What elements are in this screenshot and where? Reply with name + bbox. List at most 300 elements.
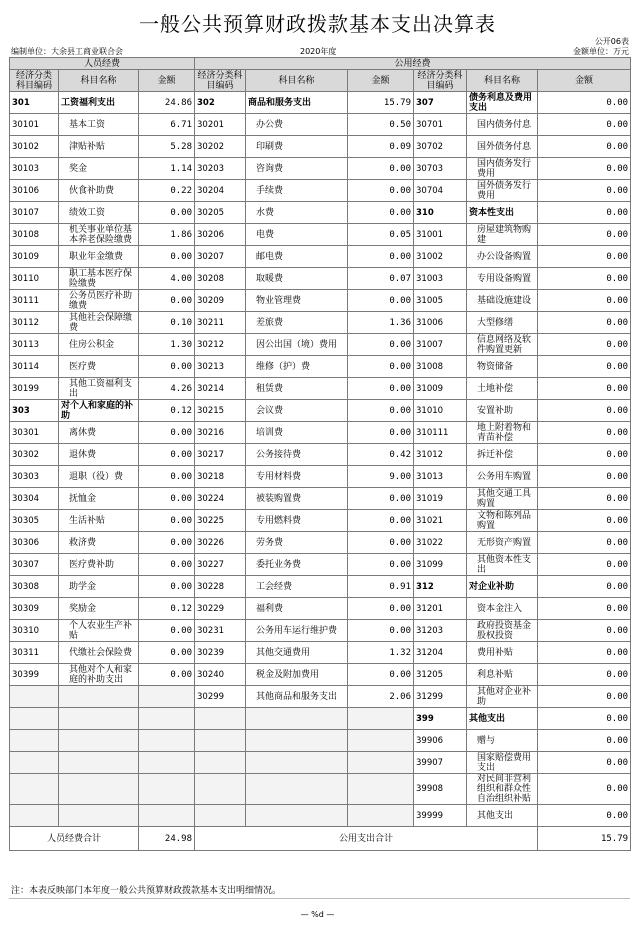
- amount-cell: 0.00: [139, 532, 195, 554]
- table-row: [10, 620, 631, 642]
- item-name-cell: 其他对个人和家庭的补助支出: [59, 664, 139, 686]
- econ-code-cell: 30304: [10, 488, 59, 510]
- table-row: [10, 136, 631, 158]
- amount-cell: 0.00: [538, 752, 631, 774]
- item-name-cell: 绩效工资: [59, 202, 139, 224]
- econ-code-cell: 30306: [10, 532, 59, 554]
- amount-cell: 1.36: [348, 312, 414, 334]
- amount-cell: 0.00: [139, 554, 195, 576]
- item-name-cell: 安置补助: [467, 400, 538, 422]
- econ-code-cell: 30203: [195, 158, 246, 180]
- amount-cell: 0.00: [348, 356, 414, 378]
- econ-code-cell: 30202: [195, 136, 246, 158]
- empty-cell: [195, 752, 246, 774]
- amount-cell: 0.00: [348, 554, 414, 576]
- econ-code-cell: 310: [414, 202, 467, 224]
- empty-cell: [59, 686, 139, 708]
- item-name-cell: 债务利息及费用支出: [467, 92, 538, 114]
- econ-code-cell: 30305: [10, 510, 59, 532]
- amount-cell: 0.00: [348, 664, 414, 686]
- econ-code-cell: 39908: [414, 774, 467, 805]
- amount-cell: 24.86: [139, 92, 195, 114]
- amount-cell: 0.91: [348, 576, 414, 598]
- item-name-cell: 被装购置费: [246, 488, 348, 510]
- amount-cell: 1.30: [139, 334, 195, 356]
- amount-cell: 0.00: [139, 444, 195, 466]
- empty-cell: [139, 805, 195, 827]
- item-name-cell: 机关事业单位基本养老保险缴费: [59, 224, 139, 246]
- item-name-cell: 取暖费: [246, 268, 348, 290]
- econ-code-cell: 30114: [10, 356, 59, 378]
- item-name-cell: 公务用车运行维护费: [246, 620, 348, 642]
- table-row: [10, 664, 631, 686]
- amount-cell: 0.00: [348, 158, 414, 180]
- empty-cell: [195, 774, 246, 805]
- amount-cell: 0.12: [139, 598, 195, 620]
- amount-cell: 0.00: [538, 400, 631, 422]
- econ-code-cell: 30215: [195, 400, 246, 422]
- item-name-cell: 印刷费: [246, 136, 348, 158]
- econ-code-cell: 30704: [414, 180, 467, 202]
- amount-cell: 0.00: [348, 620, 414, 642]
- item-name-cell: 培训费: [246, 422, 348, 444]
- item-name-cell: 费用补贴: [467, 642, 538, 664]
- item-name-cell: 奖金: [59, 158, 139, 180]
- econ-code-cell: 30103: [10, 158, 59, 180]
- item-name-cell: 对个人和家庭的补助: [59, 400, 139, 422]
- amount-cell: 0.22: [139, 180, 195, 202]
- econ-code-cell: 30204: [195, 180, 246, 202]
- econ-code-cell: 31099: [414, 554, 467, 576]
- amount-cell: 0.00: [538, 708, 631, 730]
- econ-code-cell: 31021: [414, 510, 467, 532]
- item-name-cell: 资本性支出: [467, 202, 538, 224]
- personnel-total-label: 人员经费合计: [10, 827, 139, 851]
- item-name-cell: 其他商品和服务支出: [246, 686, 348, 708]
- item-name-cell: 医疗费补助: [59, 554, 139, 576]
- table-row: [10, 532, 631, 554]
- item-name-cell: 政府投资基金股权投资: [467, 620, 538, 642]
- item-name-cell: 文物和陈列品购置: [467, 510, 538, 532]
- amount-cell: 0.00: [538, 532, 631, 554]
- econ-code-cell: 30218: [195, 466, 246, 488]
- item-name-cell: 国外债务发行费用: [467, 180, 538, 202]
- item-name-cell: 工会经费: [246, 576, 348, 598]
- col-amount: 金额: [348, 70, 414, 92]
- item-name-cell: 因公出国（境）费用: [246, 334, 348, 356]
- econ-code-cell: 31009: [414, 378, 467, 400]
- amount-cell: 0.00: [538, 642, 631, 664]
- amount-cell: 0.00: [139, 422, 195, 444]
- col-econ-code: 经济分类科目编码: [195, 70, 246, 92]
- econ-code-cell: 31012: [414, 444, 467, 466]
- amount-cell: 0.00: [538, 202, 631, 224]
- econ-code-cell: 302: [195, 92, 246, 114]
- amount-cell: 0.00: [139, 642, 195, 664]
- item-name-cell: 信息网络及软件购置更新: [467, 334, 538, 356]
- econ-code-cell: 30310: [10, 620, 59, 642]
- amount-cell: 0.00: [348, 334, 414, 356]
- empty-cell: [10, 730, 59, 752]
- econ-code-cell: 30208: [195, 268, 246, 290]
- amount-cell: 4.26: [139, 378, 195, 400]
- amount-cell: 0.00: [348, 422, 414, 444]
- col-amount: 金额: [538, 70, 631, 92]
- item-name-cell: 资本金注入: [467, 598, 538, 620]
- econ-code-cell: 30113: [10, 334, 59, 356]
- amount-cell: 0.00: [139, 202, 195, 224]
- table-row: [10, 576, 631, 598]
- table-row: [10, 554, 631, 576]
- item-name-cell: 其他工资福利支出: [59, 378, 139, 400]
- table-row: [10, 510, 631, 532]
- amount-cell: 0.00: [348, 510, 414, 532]
- econ-code-cell: 30228: [195, 576, 246, 598]
- item-name-cell: 离休费: [59, 422, 139, 444]
- col-econ-code: 经济分类科目编码: [10, 70, 59, 92]
- econ-code-cell: 30201: [195, 114, 246, 136]
- econ-code-cell: 30206: [195, 224, 246, 246]
- econ-code-cell: 30205: [195, 202, 246, 224]
- econ-code-cell: 30302: [10, 444, 59, 466]
- table-row: [10, 290, 631, 312]
- item-name-cell: 拆迁补偿: [467, 444, 538, 466]
- amount-cell: 0.00: [139, 466, 195, 488]
- item-name-cell: 国家赔偿费用支出: [467, 752, 538, 774]
- econ-code-cell: 31201: [414, 598, 467, 620]
- amount-cell: 0.00: [538, 246, 631, 268]
- econ-code-cell: 30109: [10, 246, 59, 268]
- empty-cell: [10, 686, 59, 708]
- amount-cell: 0.00: [538, 620, 631, 642]
- amount-cell: 0.00: [538, 114, 631, 136]
- amount-cell: 0.00: [538, 664, 631, 686]
- amount-cell: 0.00: [348, 532, 414, 554]
- table-row: [10, 642, 631, 664]
- item-name-cell: 职工基本医疗保险缴费: [59, 268, 139, 290]
- econ-code-cell: 30110: [10, 268, 59, 290]
- econ-code-cell: 30209: [195, 290, 246, 312]
- item-name-cell: 福利费: [246, 598, 348, 620]
- item-name-cell: 津贴补贴: [59, 136, 139, 158]
- item-name-cell: 基本工资: [59, 114, 139, 136]
- item-name-cell: 职业年金缴费: [59, 246, 139, 268]
- amount-cell: 4.00: [139, 268, 195, 290]
- empty-cell: [139, 708, 195, 730]
- table-row: [10, 92, 631, 114]
- econ-code-cell: 31001: [414, 224, 467, 246]
- amount-cell: 0.00: [538, 466, 631, 488]
- item-name-cell: 对民间非营利组织和群众性自治组织补贴: [467, 774, 538, 805]
- compiling-unit: 编制单位：大余县工商业联合会: [11, 47, 123, 56]
- totals-row: [10, 827, 631, 851]
- table-row: [10, 224, 631, 246]
- empty-cell: [10, 805, 59, 827]
- econ-code-cell: 30106: [10, 180, 59, 202]
- item-name-cell: 工资福利支出: [59, 92, 139, 114]
- amount-cell: 0.00: [139, 356, 195, 378]
- amount-unit: 金额单位：万元: [573, 47, 629, 56]
- item-name-cell: 基础设施建设: [467, 290, 538, 312]
- econ-code-cell: 30101: [10, 114, 59, 136]
- table-row: [10, 378, 631, 400]
- amount-cell: 0.00: [538, 686, 631, 708]
- table-row: [10, 466, 631, 488]
- item-name-cell: 无形资产购置: [467, 532, 538, 554]
- amount-cell: 0.42: [348, 444, 414, 466]
- econ-code-cell: 31002: [414, 246, 467, 268]
- econ-code-cell: 30212: [195, 334, 246, 356]
- table-row: [10, 180, 631, 202]
- econ-code-cell: 30211: [195, 312, 246, 334]
- item-name-cell: 委托业务费: [246, 554, 348, 576]
- econ-code-cell: 30226: [195, 532, 246, 554]
- item-name-cell: 其他支出: [467, 708, 538, 730]
- item-name-cell: 退职（役）费: [59, 466, 139, 488]
- empty-cell: [246, 805, 348, 827]
- item-name-cell: 伙食补助费: [59, 180, 139, 202]
- empty-cell: [59, 708, 139, 730]
- amount-cell: 1.32: [348, 642, 414, 664]
- item-name-cell: 办公费: [246, 114, 348, 136]
- econ-code-cell: 30214: [195, 378, 246, 400]
- item-name-cell: 住房公积金: [59, 334, 139, 356]
- amount-cell: 0.00: [538, 378, 631, 400]
- empty-cell: [348, 708, 414, 730]
- empty-cell: [246, 730, 348, 752]
- empty-cell: [348, 730, 414, 752]
- table-row: [10, 774, 631, 805]
- amount-cell: 0.00: [139, 664, 195, 686]
- item-name-cell: 租赁费: [246, 378, 348, 400]
- econ-code-cell: 312: [414, 576, 467, 598]
- econ-code-cell: 30111: [10, 290, 59, 312]
- econ-code-cell: 30299: [195, 686, 246, 708]
- table-row: [10, 730, 631, 752]
- item-name-cell: 对企业补助: [467, 576, 538, 598]
- econ-code-cell: 30224: [195, 488, 246, 510]
- item-name-cell: 其他资本性支出: [467, 554, 538, 576]
- empty-cell: [59, 752, 139, 774]
- item-name-cell: 公务员医疗补助缴费: [59, 290, 139, 312]
- empty-cell: [246, 708, 348, 730]
- item-name-cell: 公务用车购置: [467, 466, 538, 488]
- item-name-cell: 退休费: [59, 444, 139, 466]
- item-name-cell: 救济费: [59, 532, 139, 554]
- amount-cell: 0.00: [348, 290, 414, 312]
- econ-code-cell: 30112: [10, 312, 59, 334]
- econ-code-cell: 31005: [414, 290, 467, 312]
- amount-cell: 2.06: [348, 686, 414, 708]
- econ-code-cell: 30216: [195, 422, 246, 444]
- item-name-cell: 差旅费: [246, 312, 348, 334]
- econ-code-cell: 30307: [10, 554, 59, 576]
- table-row: [10, 686, 631, 708]
- empty-cell: [348, 774, 414, 805]
- item-name-cell: 个人农业生产补贴: [59, 620, 139, 642]
- item-name-cell: 大型修缮: [467, 312, 538, 334]
- item-name-cell: 税金及附加费用: [246, 664, 348, 686]
- table-row: [10, 202, 631, 224]
- item-name-cell: 其他交通工具购置: [467, 488, 538, 510]
- page-marker: — %d —: [300, 910, 335, 919]
- econ-code-cell: 39999: [414, 805, 467, 827]
- amount-cell: 0.00: [348, 378, 414, 400]
- public-total-label: 公用支出合计: [195, 827, 538, 851]
- item-name-cell: 邮电费: [246, 246, 348, 268]
- item-name-cell: 专用材料费: [246, 466, 348, 488]
- amount-cell: 0.05: [348, 224, 414, 246]
- econ-code-cell: 39907: [414, 752, 467, 774]
- amount-cell: 0.00: [538, 224, 631, 246]
- empty-cell: [59, 730, 139, 752]
- econ-code-cell: 30229: [195, 598, 246, 620]
- amount-cell: 0.00: [348, 202, 414, 224]
- empty-cell: [195, 805, 246, 827]
- item-name-cell: 土地补偿: [467, 378, 538, 400]
- item-name-cell: 抚恤金: [59, 488, 139, 510]
- item-name-cell: 国内债务付息: [467, 114, 538, 136]
- empty-cell: [10, 774, 59, 805]
- col-item-name: 科目名称: [59, 70, 139, 92]
- amount-cell: 0.00: [538, 334, 631, 356]
- item-name-cell: 其他支出: [467, 805, 538, 827]
- empty-cell: [139, 774, 195, 805]
- empty-cell: [195, 708, 246, 730]
- econ-code-cell: 31022: [414, 532, 467, 554]
- econ-code-cell: 307: [414, 92, 467, 114]
- econ-code-cell: 30102: [10, 136, 59, 158]
- personnel-header: 人员经费: [10, 58, 195, 70]
- amount-cell: 0.00: [538, 554, 631, 576]
- item-name-cell: 赠与: [467, 730, 538, 752]
- table-row: [10, 752, 631, 774]
- item-name-cell: 物业管理费: [246, 290, 348, 312]
- amount-cell: 0.00: [538, 774, 631, 805]
- empty-cell: [246, 752, 348, 774]
- amount-cell: 0.09: [348, 136, 414, 158]
- econ-code-cell: 31013: [414, 466, 467, 488]
- amount-cell: 0.00: [348, 180, 414, 202]
- col-item-name: 科目名称: [246, 70, 348, 92]
- econ-code-cell: 310111: [414, 422, 467, 444]
- amount-cell: 0.00: [538, 180, 631, 202]
- amount-cell: 0.12: [139, 400, 195, 422]
- amount-cell: 0.00: [538, 576, 631, 598]
- amount-cell: 0.50: [348, 114, 414, 136]
- econ-code-cell: 30301: [10, 422, 59, 444]
- item-name-cell: 医疗费: [59, 356, 139, 378]
- amount-cell: 0.00: [538, 730, 631, 752]
- item-name-cell: 奖励金: [59, 598, 139, 620]
- table-row: [10, 805, 631, 827]
- item-name-cell: 地上附着物和青苗补偿: [467, 422, 538, 444]
- econ-code-cell: 30702: [414, 136, 467, 158]
- amount-cell: 0.07: [348, 268, 414, 290]
- empty-cell: [348, 805, 414, 827]
- amount-cell: 6.71: [139, 114, 195, 136]
- econ-code-cell: 31203: [414, 620, 467, 642]
- econ-code-cell: 303: [10, 400, 59, 422]
- item-name-cell: 生活补贴: [59, 510, 139, 532]
- econ-code-cell: 30227: [195, 554, 246, 576]
- amount-cell: 15.79: [348, 92, 414, 114]
- amount-cell: 0.00: [538, 136, 631, 158]
- item-name-cell: 办公设备购置: [467, 246, 538, 268]
- report-title: 一般公共预算财政拨款基本支出决算表: [139, 12, 496, 36]
- amount-cell: 1.86: [139, 224, 195, 246]
- item-name-cell: 咨询费: [246, 158, 348, 180]
- amount-cell: 0.00: [139, 488, 195, 510]
- amount-cell: 0.00: [538, 422, 631, 444]
- item-name-cell: 代缴社会保险费: [59, 642, 139, 664]
- econ-code-cell: 30107: [10, 202, 59, 224]
- amount-cell: 0.00: [139, 290, 195, 312]
- econ-code-cell: 30207: [195, 246, 246, 268]
- empty-cell: [59, 805, 139, 827]
- empty-cell: [10, 708, 59, 730]
- item-name-cell: 水费: [246, 202, 348, 224]
- public-header: 公用经费: [195, 58, 631, 70]
- item-name-cell: 房屋建筑物购建: [467, 224, 538, 246]
- amount-cell: 0.00: [348, 488, 414, 510]
- econ-code-cell: 30703: [414, 158, 467, 180]
- item-name-cell: 会议费: [246, 400, 348, 422]
- item-name-cell: 公务接待费: [246, 444, 348, 466]
- econ-code-cell: 30240: [195, 664, 246, 686]
- table-row: [10, 334, 631, 356]
- amount-cell: 0.00: [348, 598, 414, 620]
- public-total-value: 15.79: [538, 827, 631, 851]
- econ-code-cell: 301: [10, 92, 59, 114]
- econ-code-cell: 30199: [10, 378, 59, 400]
- table-row: [10, 158, 631, 180]
- amount-cell: 0.00: [538, 598, 631, 620]
- col-econ-code: 经济分类科目编码: [414, 70, 467, 92]
- item-name-cell: 国内债务发行费用: [467, 158, 538, 180]
- amount-cell: 0.00: [538, 510, 631, 532]
- table-row: [10, 246, 631, 268]
- amount-cell: 0.00: [139, 620, 195, 642]
- table-row: [10, 488, 631, 510]
- col-amount: 金额: [139, 70, 195, 92]
- amount-cell: 0.10: [139, 312, 195, 334]
- econ-code-cell: 399: [414, 708, 467, 730]
- col-item-name: 科目名称: [467, 70, 538, 92]
- empty-cell: [348, 752, 414, 774]
- personnel-total-value: 24.98: [139, 827, 195, 851]
- empty-cell: [139, 752, 195, 774]
- table-row: [10, 356, 631, 378]
- table-row: [10, 422, 631, 444]
- econ-code-cell: 31008: [414, 356, 467, 378]
- divider: [9, 898, 630, 899]
- econ-code-cell: 31019: [414, 488, 467, 510]
- amount-cell: 0.00: [538, 290, 631, 312]
- table-row: [10, 400, 631, 422]
- econ-code-cell: 31010: [414, 400, 467, 422]
- empty-cell: [139, 686, 195, 708]
- econ-code-cell: 30308: [10, 576, 59, 598]
- econ-code-cell: 30701: [414, 114, 467, 136]
- item-name-cell: 电费: [246, 224, 348, 246]
- amount-cell: 0.00: [538, 444, 631, 466]
- econ-code-cell: 30239: [195, 642, 246, 664]
- econ-code-cell: 31299: [414, 686, 467, 708]
- table-row: [10, 708, 631, 730]
- econ-code-cell: 30225: [195, 510, 246, 532]
- table-note: 注：本表反映部门本年度一般公共预算财政拨款基本支出明细情况。: [11, 886, 282, 896]
